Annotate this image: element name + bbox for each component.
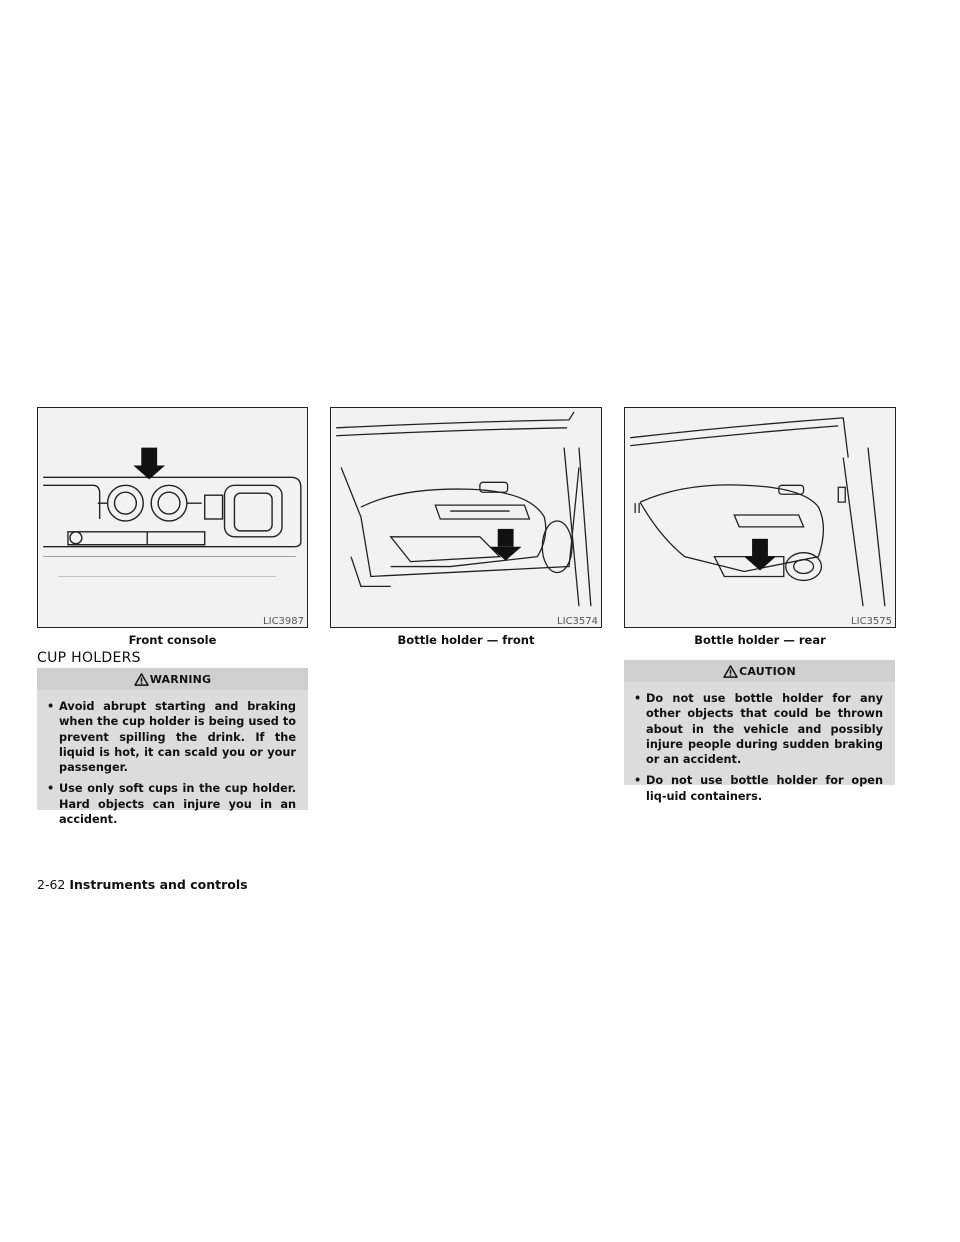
section-title: CUP HOLDERS xyxy=(37,650,141,666)
chapter-title: Instruments and controls xyxy=(69,877,248,892)
caution-item-text: Do not use bottle holder for any other objects that could be thrown about in the vehicle and possibly injure people during sudden braking or an accident. xyxy=(646,692,883,767)
caution-title: CAUTION xyxy=(739,664,796,678)
front-console-illustration xyxy=(38,408,307,627)
rear-door-illustration xyxy=(625,408,895,627)
figure-code: LIC3987 xyxy=(263,616,304,627)
caution-item: • Do not use bottle holder for any other objects that could be thrown about in the vehicle and possibly injure people during sudden braking or an accident. xyxy=(634,692,883,767)
figure-code: LIC3575 xyxy=(851,616,892,627)
page-footer xyxy=(37,877,248,892)
warning-item: • Use only soft cups in the cup holder. Hard objects can injure you in an accident. xyxy=(47,782,296,827)
caution-item: • Do not use bottle holder for open liq-uid containers. xyxy=(634,774,883,803)
front-door-illustration xyxy=(331,408,601,627)
warning-item-text: Use only soft cups in the cup holder. Hard objects can injure you in an accident. xyxy=(59,782,296,827)
down-arrow-icon xyxy=(490,529,522,561)
figure-caption-bottle-holder-rear: Bottle holder — rear xyxy=(694,633,826,647)
figure-code: LIC3574 xyxy=(557,616,598,627)
caution-item-text: Do not use bottle holder for open liq-uid containers. xyxy=(646,774,883,803)
caution-box xyxy=(624,660,895,803)
page-number: 2-62 xyxy=(37,877,66,892)
figure-front-console xyxy=(37,407,308,628)
figure-bottle-holder-rear xyxy=(624,407,896,628)
down-arrow-icon xyxy=(133,448,165,480)
warning-triangle-icon xyxy=(723,665,738,678)
warning-triangle-icon xyxy=(134,673,149,686)
figure-caption-bottle-holder-front: Bottle holder — front xyxy=(397,633,535,647)
figure-bottle-holder-front xyxy=(330,407,602,628)
caution-header xyxy=(624,660,895,682)
warning-item-text: Avoid abrupt starting and braking when the cup holder is being used to prevent spilling the drink. If the liquid is hot, it can scald you or your passenger. xyxy=(59,700,296,775)
warning-header xyxy=(37,668,308,690)
warning-title: WARNING xyxy=(149,672,212,686)
figure-caption-front-console: Front console xyxy=(128,633,217,647)
warning-box xyxy=(37,668,308,827)
warning-item: • Avoid abrupt starting and braking when the cup holder is being used to prevent spilling the drink. If the liquid is hot, it can scald you or your passenger. xyxy=(47,700,296,775)
